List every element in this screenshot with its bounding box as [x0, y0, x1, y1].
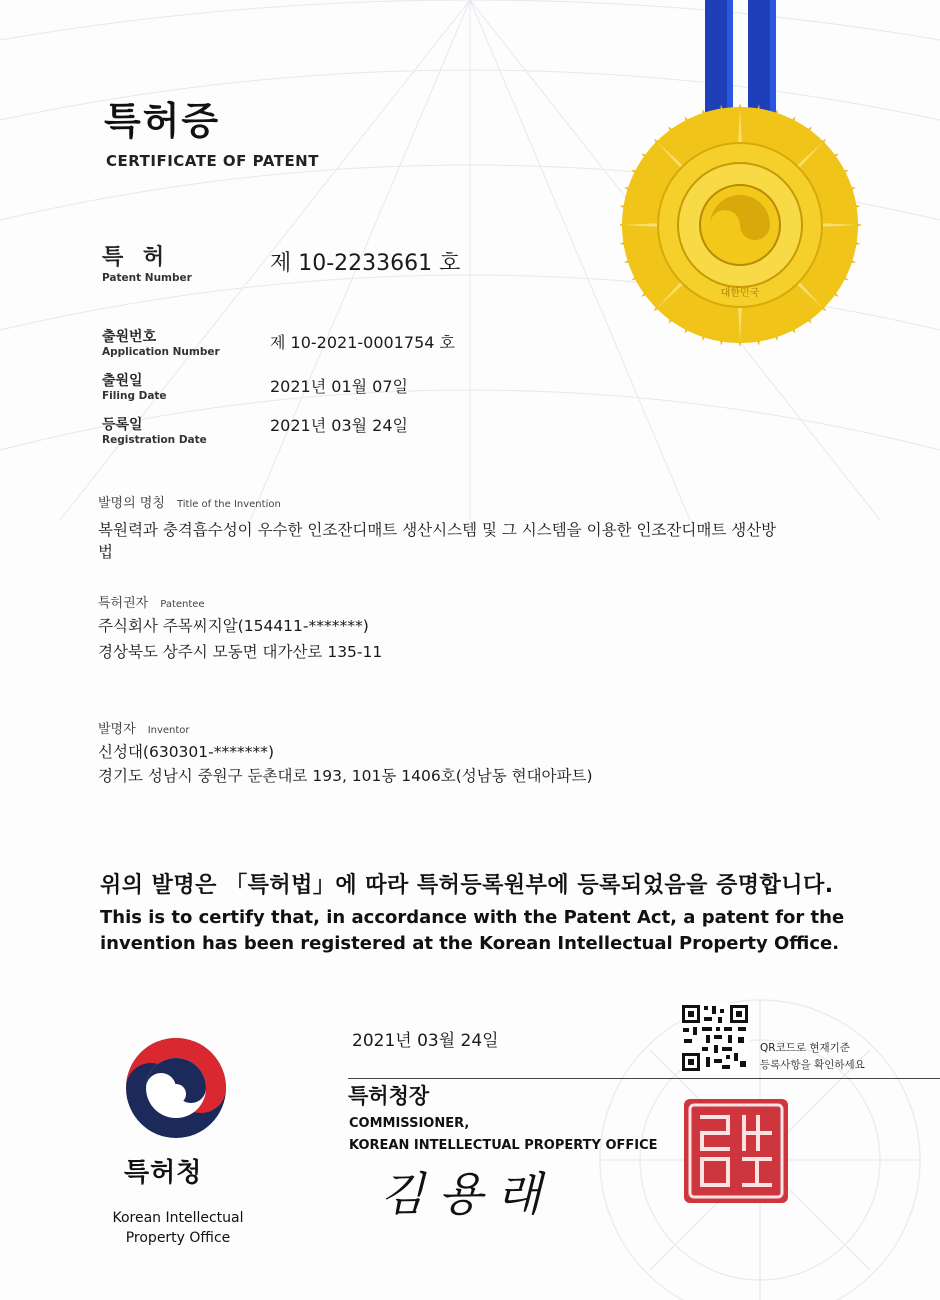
kipo-logo-name-en-line1: Korean Intellectual	[112, 1210, 244, 1226]
invention-label	[98, 492, 281, 511]
inventor-label	[98, 718, 190, 737]
patentee-label-en: Patentee	[160, 599, 205, 610]
certificate-title: 특허증	[104, 99, 221, 143]
application-number-label: 출원번호	[102, 329, 157, 345]
commissioner-title-en-line1: COMMISSIONER,	[349, 1116, 470, 1131]
patent-number-label: 특 허	[102, 245, 171, 270]
qr-caption-line2: 등록사항을 확인하세요	[760, 1059, 865, 1071]
inventor-address: 경기도 성남시 중원구 둔촌대로 193, 101동 1406호(성남동 현대아파트)	[98, 767, 593, 785]
registration-date-value: 2021년 03월 24일	[270, 416, 408, 435]
certification-text-en: This is to certify that, in accordance with the Patent Act, a patent for the invention has been registered at the Korean Intellectual Property Office.	[100, 907, 845, 954]
inventor-label-en: Inventor	[147, 725, 190, 736]
invention-label-ko: 발명의 명칭	[98, 496, 165, 511]
issue-date: 2021년 03월 24일	[352, 1031, 499, 1051]
certificate-subtitle: CERTIFICATE OF PATENT	[106, 152, 319, 170]
inventor-label-ko: 발명자	[98, 722, 136, 737]
handwritten-signature: 김용래	[380, 1167, 556, 1221]
patentee-label-ko: 특허권자	[98, 596, 149, 611]
filing-date-label-en: Filing Date	[102, 390, 167, 402]
registration-date-label-en: Registration Date	[102, 434, 207, 446]
inventor-name: 신성대(630301-*******)	[98, 743, 275, 761]
patentee-address: 경상북도 상주시 모동면 대가산로 135-11	[98, 643, 383, 661]
commissioner-title-en-line2: KOREAN INTELLECTUAL PROPERTY OFFICE	[349, 1138, 658, 1153]
qr-caption	[760, 1040, 865, 1074]
patent-number-label-en: Patent Number	[102, 272, 192, 284]
invention-title-line2: 법	[98, 543, 113, 561]
kipo-logo-icon	[124, 1036, 228, 1140]
official-seal-icon	[680, 1095, 792, 1207]
application-number-value: 제 10-2021-0001754 호	[270, 333, 455, 352]
patent-number-value: 제 10-2233661 호	[270, 251, 461, 276]
signature-divider	[348, 1078, 940, 1079]
filing-date-label: 출원일	[102, 373, 143, 389]
gold-medal-icon	[620, 0, 880, 350]
patentee-name: 주식회사 주목씨지알(154411-*******)	[98, 617, 369, 635]
kipo-logo-name-en-line2: Property Office	[125, 1230, 231, 1246]
registration-date-label: 등록일	[102, 417, 143, 433]
invention-title-line1: 복원력과 충격흡수성이 우수한 인조잔디매트 생산시스템 및 그 시스템을 이용한 인조잔디매트 생산방	[98, 521, 777, 539]
commissioner-title-ko: 특허청장	[348, 1084, 430, 1108]
qr-code-icon[interactable]	[680, 1003, 750, 1073]
patentee-label	[98, 592, 205, 611]
invention-label-en: Title of the Invention	[176, 499, 281, 510]
qr-caption-line1: QR코드로 현재기준	[760, 1042, 850, 1054]
kipo-logo-name-ko: 특허청	[124, 1158, 203, 1188]
application-number-label-en: Application Number	[102, 346, 220, 358]
certification-text-ko: 위의 발명은 「특허법」에 따라 특허등록원부에 등록되었음을 증명합니다.	[100, 873, 834, 898]
kipo-logo-name-en	[96, 1208, 260, 1248]
medal-text: 대한민국	[720, 288, 760, 299]
filing-date-value: 2021년 01월 07일	[270, 377, 408, 396]
